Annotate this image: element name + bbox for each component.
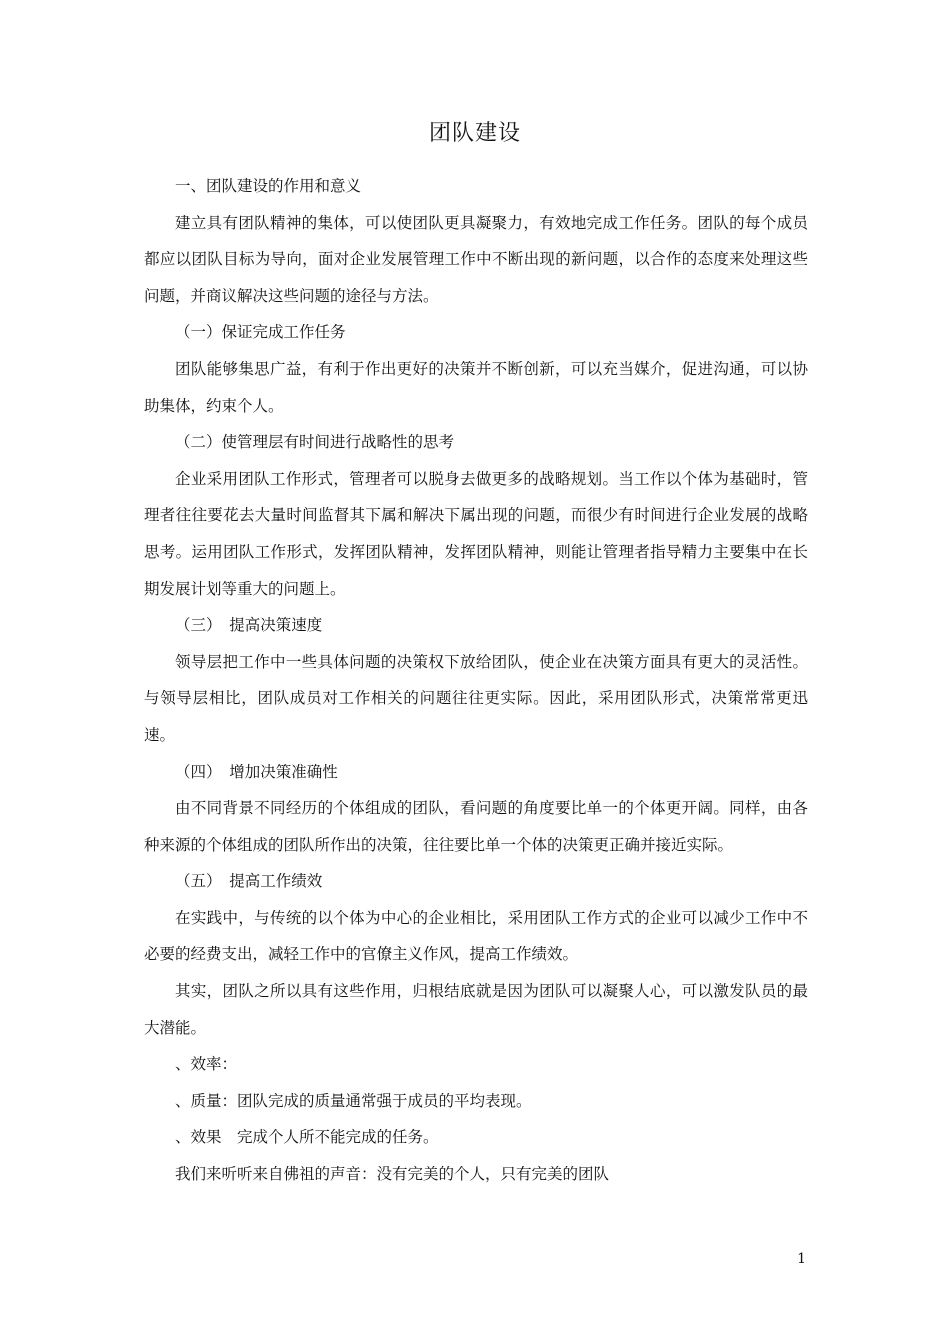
subsection-heading: （一）保证完成工作任务 <box>175 323 346 342</box>
paragraph: 其实，团队之所以具有这些作用，归根结底就是因为团队可以凝聚人心，可以激发队员的最大潜能。 <box>144 982 808 1037</box>
document-title: 团队建设 <box>428 121 521 146</box>
subsection-heading: （四） 增加决策准确性 <box>175 762 338 781</box>
subsection-heading: （三） 提高决策速度 <box>175 616 323 635</box>
paragraph: 在实践中，与传统的以个体为中心的企业相比，采用团队工作方式的企业可以减少工作中不必要的经费支出，减轻工作中的官僚主义作风，提高工作绩效。 <box>144 908 808 964</box>
paragraph: 由不同背景不同经历的个体组成的团队，看问题的角度要比单一的个体更开阔。同样，由各种来源的个体组成的团队所作出的决策，往往要比单一个体的决策更正确并接近实际。 <box>144 799 808 854</box>
subsection-heading: （五） 提高工作绩效 <box>175 872 323 891</box>
paragraph: 领导层把工作中一些具体问题的决策权下放给团队，使企业在决策方面具有更大的灵活性。与领导层相比，团队成员对工作相关的问题往往更实际。因此，采用团队形式，决策常常更迅速。 <box>144 652 808 744</box>
list-item-effect: 、效果 完成个人所不能完成的任务。 <box>175 1128 439 1147</box>
page-number: 1 <box>797 1251 806 1267</box>
subsection-heading: （二）使管理层有时间进行战略性的思考 <box>175 433 455 452</box>
section-heading-1: 一、团队建设的作用和意义 <box>175 177 362 195</box>
closing-paragraph: 我们来听听来自佛祖的声音：没有完美的个人，只有完美的团队 <box>175 1165 610 1184</box>
paragraph: 建立具有团队精神的集体，可以使团队更具凝聚力，有效地完成工作任务。团队的每个成员都应以团队目标为导向，面对企业发展管理工作中不断出现的新问题，以合作的态度来处理这些问题，并商议解决这些问题的途径与方法。 <box>144 213 808 305</box>
paragraph: 企业采用团队工作形式，管理者可以脱身去做更多的战略规划。当工作以个体为基础时，管理者往往要花去大量时间监督其下属和解决下属出现的问题，而很少有时间进行企业发展的战略思考。运用团队工作形式，发挥团队精神，发挥团队精神，则能让管理者指导精力主要集中在长期发展计划等重大的问题上。 <box>144 469 808 598</box>
list-item-efficiency: 、效率： <box>175 1055 238 1074</box>
list-item-quality: 、质量：团队完成的质量通常强于成员的平均表现。 <box>175 1091 532 1110</box>
document-body <box>144 168 808 1193</box>
paragraph: 团队能够集思广益，有利于作出更好的决策并不断创新，可以充当媒介，促进沟通，可以协助集体，约束个人。 <box>144 359 808 415</box>
